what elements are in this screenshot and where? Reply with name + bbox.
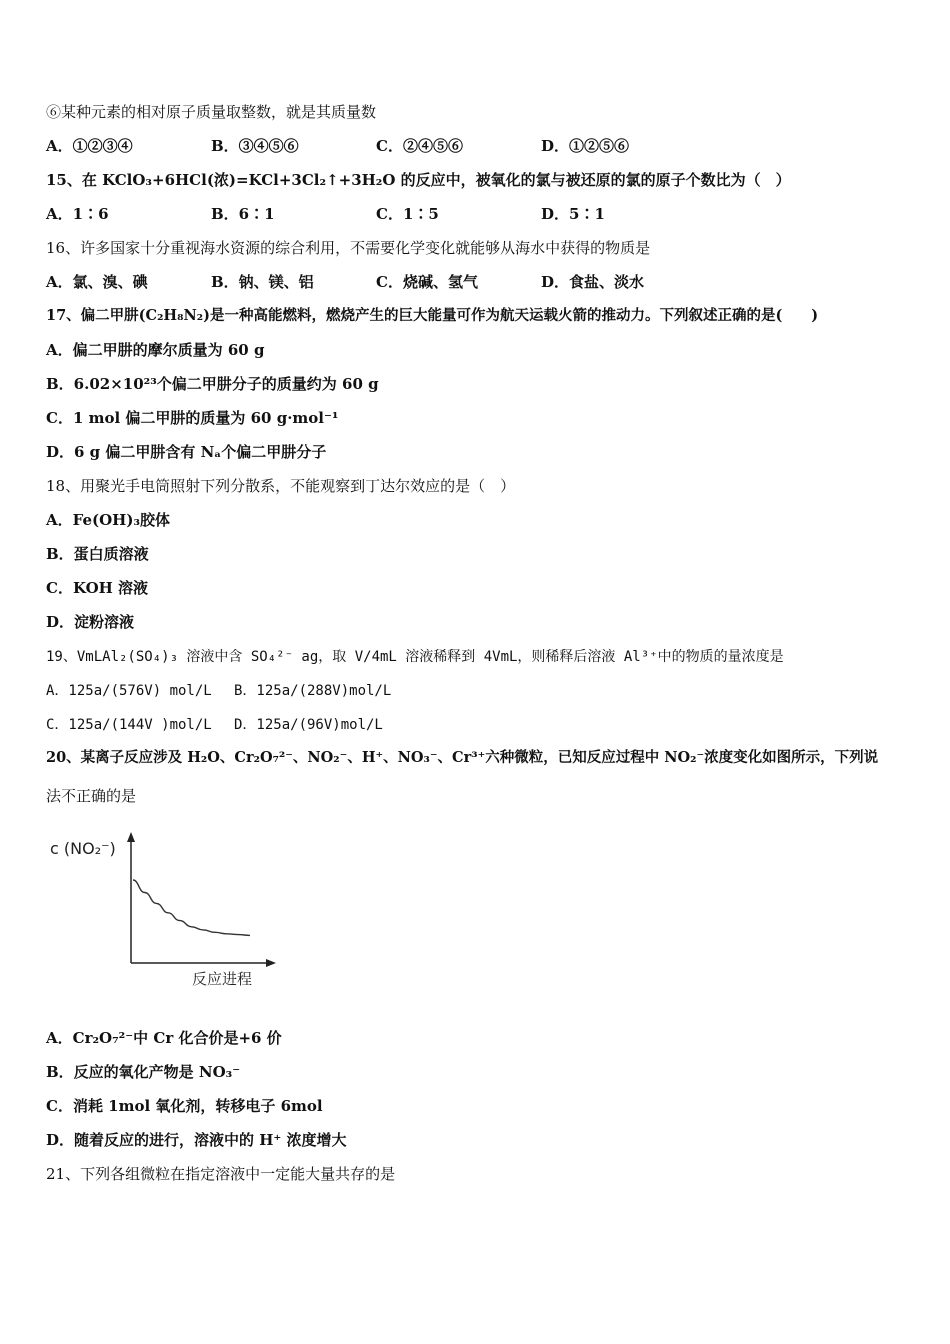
- q14-item6: ⑥某种元素的相对原子质量取整数，就是其质量数: [46, 103, 377, 121]
- q17-option-d[interactable]: D．6 g 偏二甲肼含有 Nₐ个偏二甲肼分子: [46, 443, 327, 461]
- q20-stem-line1: 20、某离子反应涉及 H₂O、Cr₂O₇²⁻、NO₂⁻、H⁺、NO₃⁻、Cr³⁺六种微粒，已知反应过程中 NO₂⁻浓度变化如图所示，下列说: [46, 749, 879, 766]
- q18-option-c[interactable]: C．KOH 溶液: [46, 579, 149, 597]
- q19-options-row1: [46, 680, 391, 701]
- q20-stem-line2: 法不正确的是: [46, 787, 137, 805]
- q17-option-a[interactable]: A．偏二甲肼的摩尔质量为 60 g: [46, 341, 265, 359]
- q14-options: [46, 136, 629, 156]
- q16-option-d[interactable]: D．食盐、淡水: [541, 273, 645, 291]
- q15-option-a[interactable]: A．1∶6: [46, 205, 109, 223]
- q18-option-d[interactable]: D．淀粉溶液: [46, 613, 135, 631]
- chart-xlabel: 反应进程: [192, 970, 253, 988]
- chart-series-line-no2: [133, 880, 250, 935]
- q19-option-d[interactable]: D．125a/(96V)mol/L: [234, 717, 383, 733]
- q16-stem: 16、许多国家十分重视海水资源的综合利用，不需要化学变化就能够从海水中获得的物质是: [46, 239, 651, 257]
- q17-option-c[interactable]: C．1 mol 偏二甲肼的质量为 60 g·mol⁻¹: [46, 409, 339, 427]
- q19-option-b[interactable]: B．125a/(288V)mol/L: [234, 683, 392, 699]
- q14-option-c[interactable]: C．②④⑤⑥: [376, 137, 463, 155]
- q20-option-b[interactable]: B．反应的氧化产物是 NO₃⁻: [46, 1063, 241, 1081]
- q19-options-row2: [46, 714, 383, 735]
- q18-option-a[interactable]: A．Fe(OH)₃胶体: [46, 511, 171, 529]
- q18-stem: 18、用聚光手电筒照射下列分散系，不能观察到丁达尔效应的是（ ）: [46, 477, 516, 495]
- q15-stem: 15、在 KClO₃+6HCl(浓)=KCl+3Cl₂↑+3H₂O 的反应中，被氧化的氯与被还原的氯的原子个数比为（ ）: [46, 171, 791, 189]
- q15-option-c[interactable]: C．1∶5: [376, 205, 439, 223]
- chart-x-axis-arrow: [266, 959, 276, 967]
- q21-stem: 21、下列各组微粒在指定溶液中一定能大量共存的是: [46, 1165, 396, 1183]
- q15-options: [46, 204, 605, 224]
- q17-stem: 17、偏二甲肼(C₂H₈N₂)是一种高能燃料，燃烧产生的巨大能量可作为航天运载火箭的推动力。下列叙述正确的是( ): [46, 307, 819, 324]
- q14-option-b[interactable]: B．③④⑤⑥: [211, 137, 299, 155]
- q20-option-a[interactable]: A．Cr₂O₇²⁻中 Cr 化合价是+6 价: [46, 1029, 282, 1047]
- q18-option-b[interactable]: B．蛋白质溶液: [46, 545, 149, 563]
- q19-stem: 19、VmLAl₂(SO₄)₃ 溶液中含 SO₄²⁻ ag，取 V/4mL 溶液稀释到 4VmL，则稀释后溶液 Al³⁺中的物质的量浓度是: [46, 649, 784, 665]
- q15-option-d[interactable]: D．5∶1: [541, 205, 605, 223]
- q20-option-d[interactable]: D．随着反应的进行，溶液中的 H⁺ 浓度增大: [46, 1131, 347, 1149]
- q14-option-a[interactable]: A．①②③④: [46, 137, 133, 155]
- q20-option-c[interactable]: C．消耗 1mol 氧化剂，转移电子 6mol: [46, 1097, 323, 1115]
- q17-option-b[interactable]: B．6.02×10²³个偏二甲肼分子的质量约为 60 g: [46, 375, 379, 393]
- q16-option-c[interactable]: C．烧碱、氢气: [376, 273, 478, 291]
- q15-option-b[interactable]: B．6∶1: [211, 205, 275, 223]
- no2-concentration-chart: [44, 828, 284, 998]
- q14-option-d[interactable]: D．①②⑤⑥: [541, 137, 630, 155]
- q16-option-a[interactable]: A．氯、溴、碘: [46, 273, 148, 291]
- q19-option-a[interactable]: A．125a/(576V) mol/L: [46, 683, 212, 699]
- chart-ylabel: c (NO₂⁻): [50, 839, 116, 858]
- q19-option-c[interactable]: C．125a/(144V )mol/L: [46, 717, 212, 733]
- q16-options: [46, 272, 644, 292]
- chart-y-axis-arrow: [127, 832, 135, 842]
- q16-option-b[interactable]: B．钠、镁、铝: [211, 273, 314, 291]
